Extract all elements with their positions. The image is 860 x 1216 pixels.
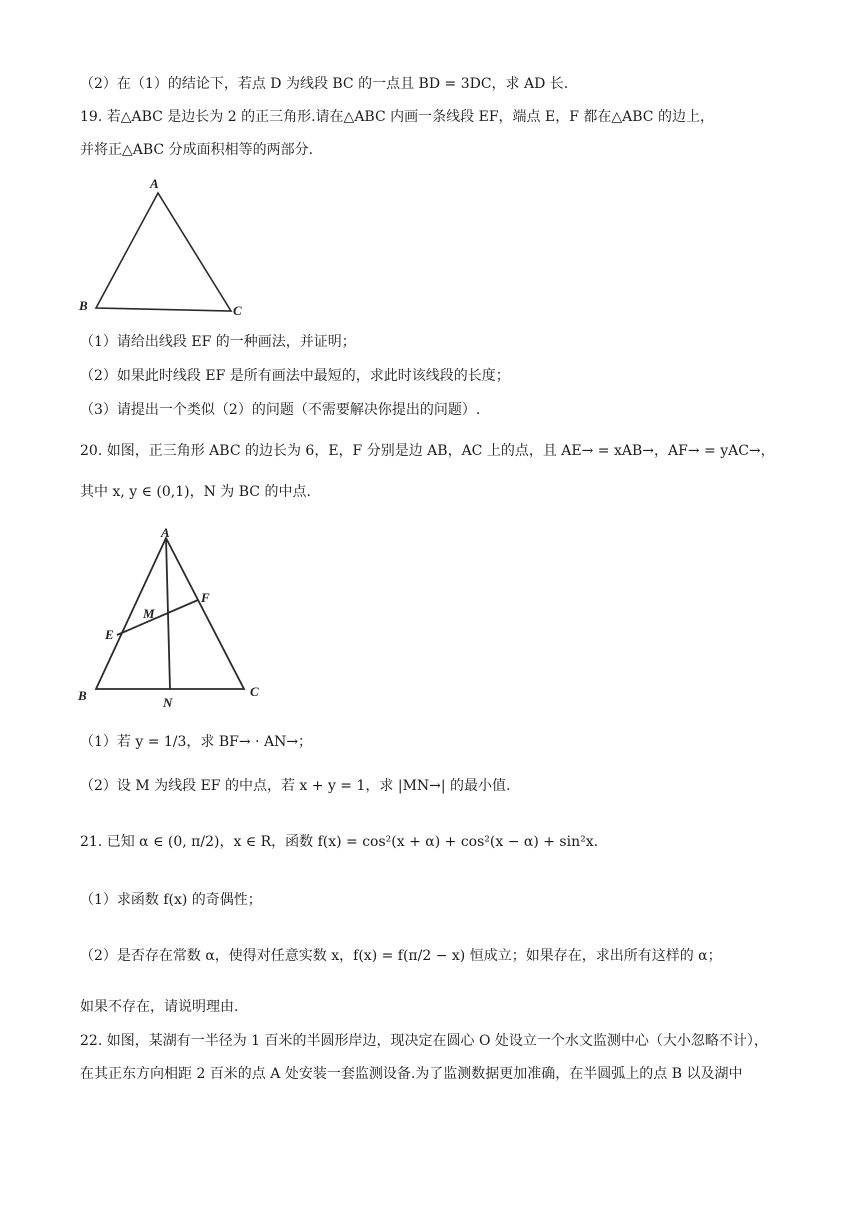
label-m: M bbox=[143, 606, 155, 621]
q22-stem-line1: 22. 如图，某湖有一半径为 1 百米的半圆形岸边，现决定在圆心 O 处设立一个水文监测中心（大小忽略不计）， bbox=[80, 1033, 768, 1049]
q20-part2: （2）设 M 为线段 EF 的中点，若 x + y = 1，求 |MN→| 的最小值. bbox=[80, 778, 511, 794]
label-c: C bbox=[250, 684, 259, 699]
q20-part1: （1）若 y = 1/3，求 BF→ · AN→； bbox=[80, 734, 313, 750]
q21-part2: （2）是否存在常数 α，使得对任意实数 x，f(x) = f(π/2 − x) 恒成立；如果存在，求出所有这样的 α； bbox=[80, 948, 722, 964]
q20-stem-line1: 20. 如图，正三角形 ABC 的边长为 6，E，F 分别是边 AB，AC 上的点，且 AE→ = xAB→，AF→ = yAC→， bbox=[80, 443, 775, 459]
q21-stem: 21. 已知 α ∈ (0, π/2)，x ∈ R，函数 f(x) = cos²(x + α) + cos²(x − α) + sin²x. bbox=[80, 834, 599, 850]
q19-stem-line1: 19. 若△ABC 是边长为 2 的正三角形.请在△ABC 内画一条线段 EF，端点 E，F 都在△ABC 的边上， bbox=[80, 109, 714, 125]
label-b: B bbox=[78, 688, 87, 703]
q18-part2: （2）在（1）的结论下，若点 D 为线段 BC 的一点且 BD = 3DC，求 AD 长. bbox=[80, 76, 569, 92]
q22-stem-line2: 在其正东方向相距 2 百米的点 A 处安装一套监测设备.为了监测数据更加准确，在半圆弧上的点 B 以及湖中 bbox=[80, 1066, 743, 1082]
label-c: C bbox=[233, 303, 242, 318]
label-a: A bbox=[161, 525, 170, 540]
q20-stem-line2: 其中 x, y ∈ (0,1)，N 为 BC 的中点. bbox=[80, 484, 311, 500]
triangle-abc bbox=[96, 193, 231, 311]
triangle-figure-20 bbox=[74, 524, 274, 714]
triangle-figure-19 bbox=[76, 172, 256, 322]
label-f: F bbox=[201, 590, 210, 605]
label-b: B bbox=[79, 298, 88, 313]
label-a: A bbox=[150, 176, 159, 191]
q19-part3: （3）请提出一个类似（2）的问题（不需要解决你提出的问题）. bbox=[80, 402, 481, 418]
q19-part2: （2）如果此时线段 EF 是所有画法中最短的，求此时该线段的长度； bbox=[80, 368, 510, 384]
q19-part1: （1）请给出线段 EF 的一种画法，并证明； bbox=[80, 334, 356, 350]
label-n: N bbox=[163, 695, 173, 710]
q21-part1: （1）求函数 f(x) 的奇偶性； bbox=[80, 892, 262, 908]
q19-stem-line2: 并将正△ABC 分成面积相等的两部分. bbox=[80, 142, 314, 158]
label-e: E bbox=[105, 627, 114, 642]
q21-part2-cont: 如果不存在，请说明理由. bbox=[80, 999, 239, 1015]
